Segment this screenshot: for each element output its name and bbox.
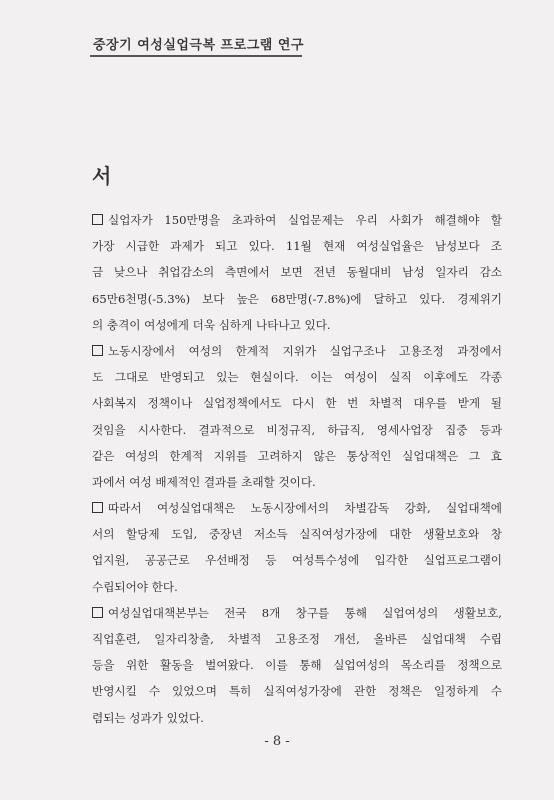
paragraph-line (92, 652, 502, 678)
running-header: 중장기 여성실업극복 프로그램 연구 (93, 38, 304, 53)
paragraph-line (92, 600, 502, 626)
paragraph-line (92, 207, 502, 233)
line-text: 과에서 여성 배제적인 결과를 초래할 것이다. (92, 474, 316, 489)
line-text: 실업자가 150만명을 초과하여 실업문제는 우리 사회가 해결해야 할 (108, 213, 502, 227)
line-text: 사회복지 정책이나 실업정책에서도 다시 한 번 차별적 대우를 받게 될 (92, 396, 502, 411)
line-text: 가장 시급한 과제가 되고 있다. 11월 현재 여성실업율은 남성보다 조 (92, 239, 502, 254)
paragraph-line (92, 495, 502, 521)
body-text (92, 207, 502, 731)
line-text: 따라서 여성실업대책은 노동시장에서의 차별감독 강화, 실업대책에 (108, 501, 502, 516)
line-text: 여성실업대책본부는 전국 8개 창구를 통해 실업여성의 생활보호, (108, 605, 502, 620)
checkbox-bullet-icon (92, 214, 103, 225)
page-number: - 8 - (264, 734, 290, 749)
paragraph-line (92, 390, 502, 416)
paragraph-line (92, 312, 502, 338)
paragraph-line (92, 443, 502, 469)
paragraph (92, 207, 502, 338)
paragraph-line (92, 338, 502, 364)
line-text: 노동시장에서 여성의 한계적 지위가 실업구조나 고용조정 과정에서 (108, 343, 502, 358)
paragraph (92, 338, 502, 495)
paragraph (92, 600, 502, 731)
line-text: 65만6천명(-5.3%) 보다 높은 68만명(-7.8%)에 달하고 있다. 경제위기 (92, 291, 502, 306)
header-rule (90, 55, 302, 57)
paragraph-line (92, 364, 502, 390)
paragraph-line (92, 678, 502, 704)
checkbox-bullet-icon (92, 502, 103, 513)
line-text: 같은 여성의 한계적 지위를 고려하지 않은 통상적인 실업대책은 그 효 (92, 448, 502, 463)
line-text: 렴되는 성과가 있었다. (92, 710, 204, 725)
paragraph-line (92, 547, 502, 573)
line-text: 수립되어야 한다. (92, 579, 178, 594)
checkbox-bullet-icon (92, 345, 103, 356)
line-text: 업지원, 공공근로 우선배정 등 여성특수성에 입각한 실업프로그램이 (92, 553, 502, 568)
line-text: 것임을 시사한다. 결과적으로 비정규직, 하급직, 영세사업장 집중 등과 (92, 422, 502, 437)
paragraph-line (92, 705, 502, 731)
line-text: 직업훈련, 일자리창출, 차별적 고용조정 개선, 올바른 실업대책 수립 (92, 632, 502, 646)
line-text: 금 낮으나 취업감소의 측면에서 보면 전년 동월대비 남성 일자리 감소 (92, 265, 502, 280)
paragraph-line (92, 259, 502, 285)
paragraph-line (92, 521, 502, 547)
paragraph-line (92, 469, 502, 495)
line-text: 의 충격이 여성에게 더욱 심하게 나타나고 있다. (92, 317, 331, 332)
checkbox-bullet-icon (92, 607, 103, 618)
paragraph (92, 495, 502, 600)
paragraph-line (92, 626, 502, 652)
paragraph-line (92, 286, 502, 312)
section-title: 서 (92, 164, 112, 188)
paragraph-line (92, 574, 502, 600)
line-text: 반영시킬 수 있었으며 특히 실직여성가장에 관한 정책은 일정하게 수 (92, 684, 502, 699)
paragraph-line (92, 233, 502, 259)
line-text: 등을 위한 활동을 벌여왔다. 이를 통해 실업여성의 목소리를 정책으로 (92, 658, 502, 673)
line-text: 서의 할당제 도입, 중장년 저소득 실직여성가장에 대한 생활보호와 창 (92, 527, 502, 542)
paragraph-line (92, 417, 502, 443)
line-text: 도 그대로 반영되고 있는 현실이다. 이는 여성이 실직 이후에도 각종 (92, 370, 502, 385)
